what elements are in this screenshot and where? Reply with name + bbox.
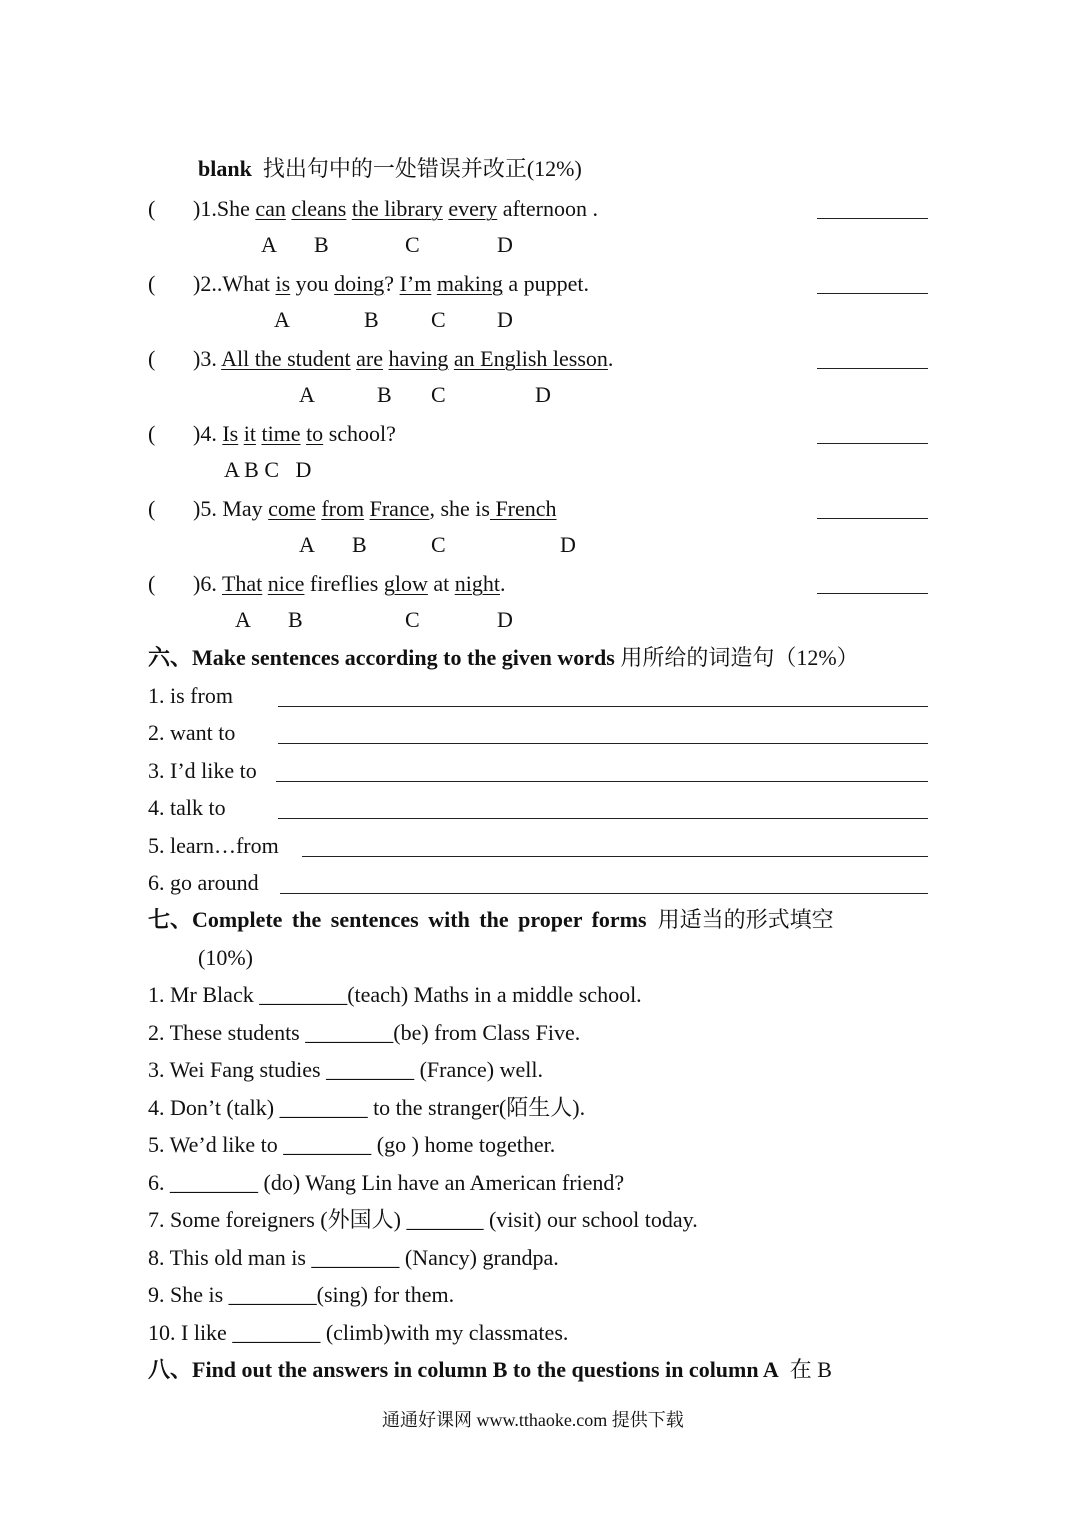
- section7-heading-prefix: 七、: [148, 907, 193, 932]
- fill-item: 9. She is ________(sing) for them.: [148, 1282, 455, 1307]
- sentence-prompt: 2. want to: [148, 720, 236, 745]
- underlined-segment: having: [388, 346, 449, 371]
- error-item-sentence: [193, 498, 557, 520]
- option-letter: A: [235, 607, 251, 632]
- section5-heading-zh: 找出句中的一处错误并改正(12%): [262, 156, 582, 181]
- text-segment: school?: [323, 421, 396, 446]
- sentence-prompt: 5. learn…from: [148, 833, 279, 858]
- error-item-sentence: [193, 198, 598, 220]
- section8-heading-bold: Find out the answers in column B to the questions in column A: [192, 1357, 779, 1382]
- text-segment: .: [607, 346, 614, 371]
- option-letter: A: [299, 382, 315, 407]
- option-letter: C: [405, 607, 420, 632]
- sentence-answer-line[interactable]: [278, 743, 928, 744]
- error-item-sentence: [193, 573, 505, 595]
- fill-item: 2. These students ________(be) from Class Five.: [148, 1019, 581, 1045]
- text-segment: at: [427, 571, 455, 596]
- sentence-answer-line[interactable]: [278, 706, 928, 707]
- underlined-segment: That: [221, 571, 263, 596]
- error-item-number: )3.: [193, 346, 217, 371]
- underlined-segment: are: [356, 346, 384, 371]
- section8-heading: [148, 1359, 832, 1381]
- answer-paren-open: (: [148, 271, 156, 296]
- section7-heading-bold: Complete the sentences with the proper forms: [192, 907, 647, 932]
- option-letter: B: [314, 232, 329, 257]
- option-letters: A B C D: [224, 457, 312, 482]
- answer-paren-open: (: [148, 421, 156, 446]
- text-segment: you: [290, 271, 335, 296]
- underlined-segment: come: [268, 496, 316, 521]
- option-letter: A: [274, 307, 290, 332]
- section6-heading-bold: Make sentences according to the given words: [192, 645, 615, 670]
- underlined-segment: is: [275, 271, 291, 296]
- option-letter: D: [535, 382, 551, 407]
- underlined-segment: can: [255, 196, 286, 221]
- error-item-sentence: [193, 348, 613, 370]
- option-letter: B: [352, 532, 367, 557]
- error-item-sentence: [193, 423, 396, 445]
- fill-item: 5. We’d like to ________ (go ) home together.: [148, 1132, 556, 1157]
- correction-blank[interactable]: [817, 443, 928, 444]
- answer-paren-open: (: [148, 196, 156, 221]
- option-letter: C: [405, 232, 420, 257]
- section7-heading-zh: 用适当的形式填空: [657, 907, 834, 932]
- error-item-number: )5.: [193, 496, 217, 521]
- section6-heading-prefix: 六、: [148, 645, 193, 670]
- section6-heading-zh: 用所给的词造句（12%）: [620, 645, 859, 670]
- answer-paren-open: (: [148, 346, 156, 371]
- fill-item: 1. Mr Black ________(teach) Maths in a middle school.: [148, 982, 642, 1007]
- option-letter: C: [431, 382, 446, 407]
- section7-heading-percent: (10%): [198, 945, 253, 970]
- underlined-segment: doing: [334, 271, 385, 296]
- text-segment: May: [216, 496, 269, 521]
- option-letter: D: [497, 307, 513, 332]
- answer-paren-open: (: [148, 496, 156, 521]
- correction-blank[interactable]: [817, 368, 928, 369]
- option-letter: D: [497, 607, 513, 632]
- section8-heading-prefix: 八、: [148, 1357, 193, 1382]
- text-segment: fireflies: [304, 571, 384, 596]
- option-letter: B: [288, 607, 303, 632]
- text-segment: ?: [384, 271, 400, 296]
- section5-heading: [198, 158, 582, 180]
- answer-paren-open: (: [148, 571, 156, 596]
- underlined-segment: time: [261, 421, 301, 446]
- section7-heading: [148, 909, 834, 931]
- fill-item: 8. This old man is ________ (Nancy) grandpa.: [148, 1244, 559, 1270]
- section8-heading-zh: 在 B: [789, 1357, 832, 1382]
- fill-item: 3. Wei Fang studies ________ (France) well.: [148, 1057, 543, 1082]
- sentence-answer-line[interactable]: [276, 781, 928, 782]
- page-footer: 通通好课网 www.tthaoke.com 提供下载: [382, 1410, 684, 1430]
- error-item-number: )2..: [193, 271, 223, 296]
- underlined-segment: it: [243, 421, 256, 446]
- underlined-segment: cleans: [291, 196, 347, 221]
- text-segment: afternoon .: [497, 196, 599, 221]
- fill-item: 10. I like ________ (climb)with my classmates.: [148, 1319, 569, 1345]
- underlined-segment: an English lesson: [453, 346, 608, 371]
- option-letter: D: [497, 232, 513, 257]
- sentence-prompt: 6. go around: [148, 870, 259, 895]
- error-item-number: )1.: [193, 196, 217, 221]
- text-segment: .: [499, 571, 506, 596]
- sentence-prompt: 4. talk to: [148, 795, 226, 820]
- underlined-segment: I’m: [399, 271, 432, 296]
- section6-heading: [148, 647, 859, 669]
- sentence-prompt: 3. I’d like to: [148, 758, 257, 783]
- option-letter: D: [560, 532, 576, 557]
- text-segment: , she is: [429, 496, 490, 521]
- underlined-segment: every: [448, 196, 498, 221]
- sentence-answer-line[interactable]: [278, 818, 928, 819]
- underlined-segment: night: [454, 571, 500, 596]
- sentence-answer-line[interactable]: [280, 893, 928, 894]
- underlined-segment: All the student: [221, 346, 351, 371]
- underlined-segment: nice: [267, 571, 305, 596]
- error-item-number: )6.: [193, 571, 217, 596]
- correction-blank[interactable]: [817, 518, 928, 519]
- correction-blank[interactable]: [817, 593, 928, 594]
- underlined-segment: to: [306, 421, 324, 446]
- fill-item: 7. Some foreigners (外国人) _______ (visit) our school today.: [148, 1207, 698, 1232]
- option-letter: A: [261, 232, 277, 257]
- underlined-segment: from: [321, 496, 365, 521]
- option-letter: C: [431, 532, 446, 557]
- underlined-segment: glow: [383, 571, 428, 596]
- sentence-answer-line[interactable]: [302, 856, 928, 857]
- correction-blank[interactable]: [817, 218, 928, 219]
- error-item-number: )4.: [193, 421, 217, 446]
- option-letter: C: [431, 307, 446, 332]
- underlined-segment: the library: [351, 196, 443, 221]
- fill-item: 4. Don’t (talk) ________ to the stranger(陌生人).: [148, 1094, 586, 1120]
- sentence-prompt: 1. is from: [148, 683, 233, 708]
- underlined-segment: French: [489, 496, 557, 521]
- text-segment: a puppet.: [502, 271, 589, 296]
- option-letter: B: [377, 382, 392, 407]
- underlined-segment: France: [369, 496, 430, 521]
- fill-item: 6. ________ (do) Wang Lin have an American friend?: [148, 1169, 625, 1195]
- correction-blank[interactable]: [817, 293, 928, 294]
- option-letter: B: [364, 307, 379, 332]
- underlined-segment: Is: [222, 421, 239, 446]
- error-item-sentence: [193, 273, 589, 295]
- option-letter: A: [299, 532, 315, 557]
- text-segment: She: [216, 196, 256, 221]
- section5-heading-bold: blank: [198, 156, 252, 181]
- text-segment: What: [222, 271, 276, 296]
- underlined-segment: making: [436, 271, 503, 296]
